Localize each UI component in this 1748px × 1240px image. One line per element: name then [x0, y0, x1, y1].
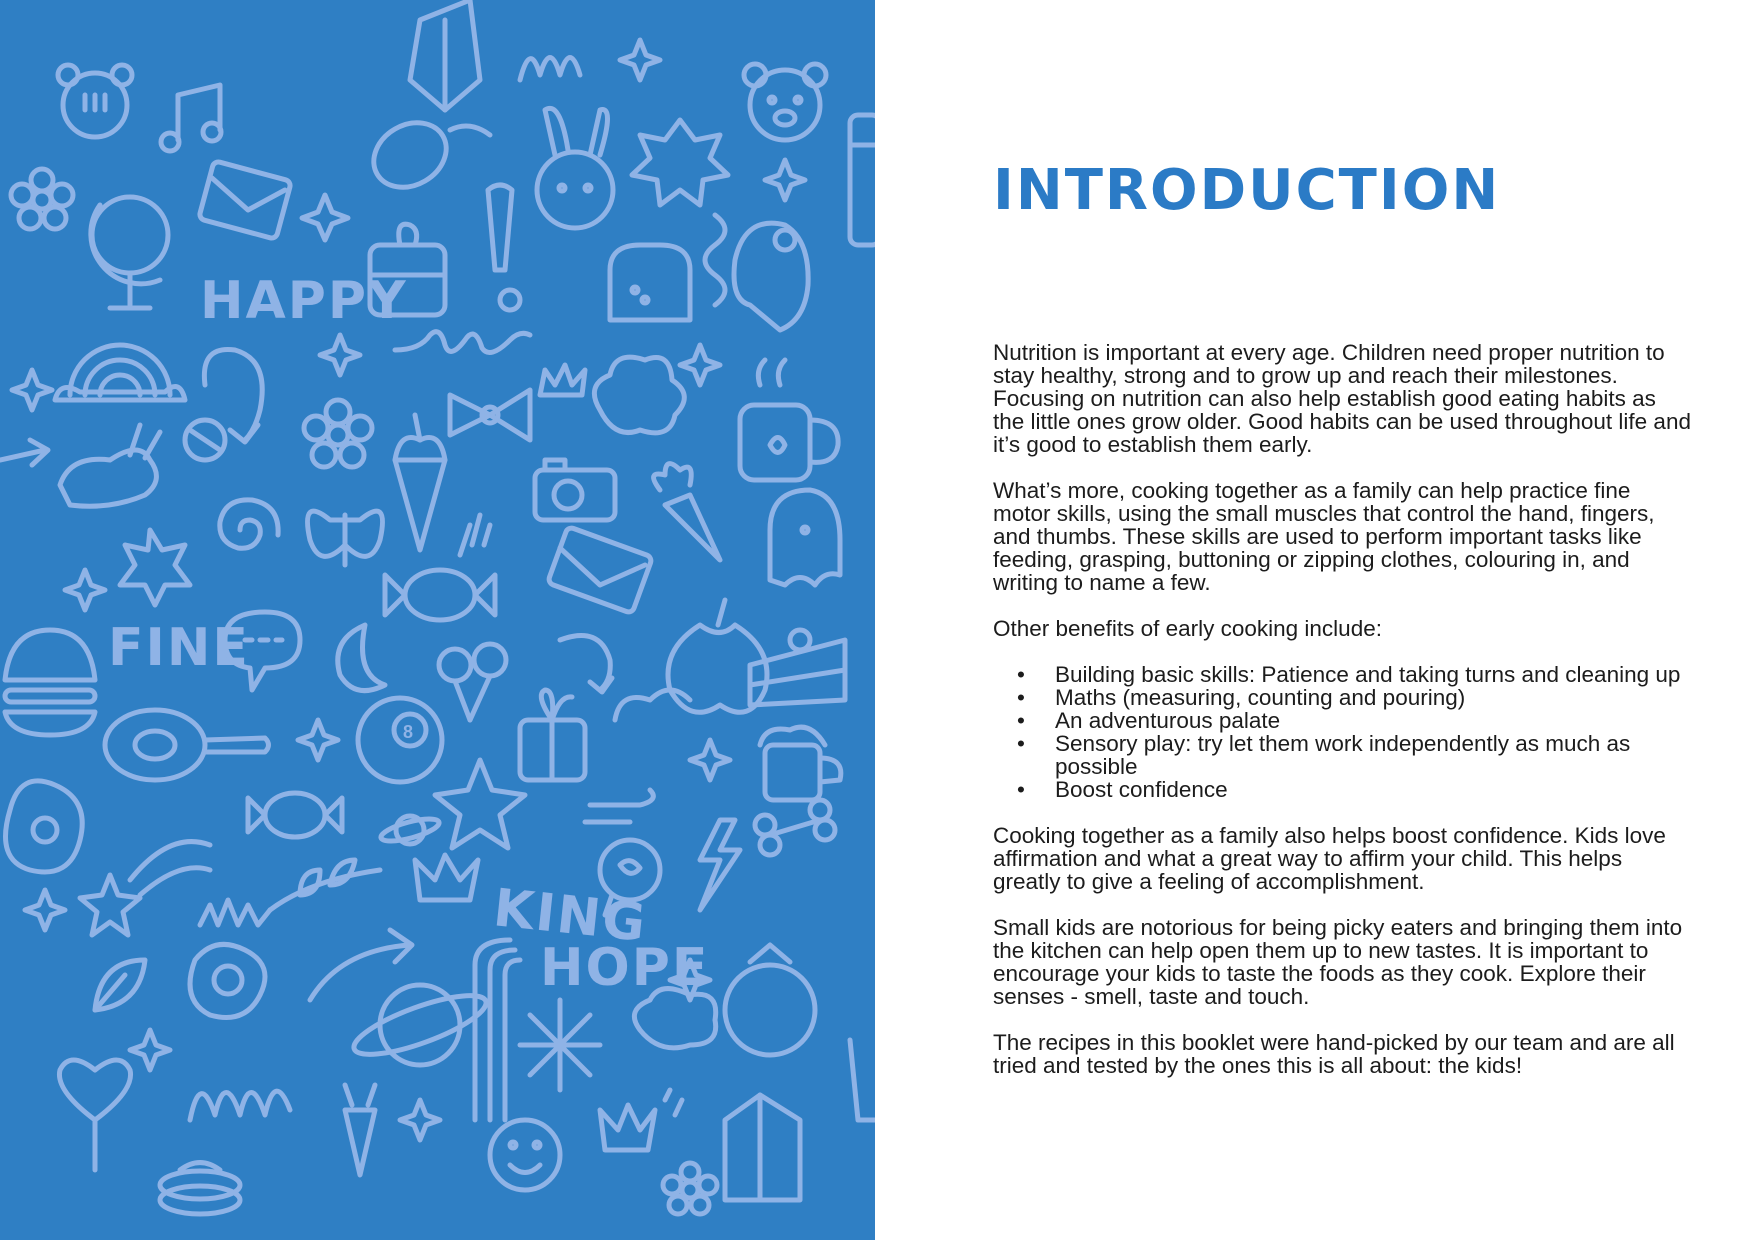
cream-cup-icon: [734, 223, 808, 330]
benefits-list: [993, 663, 1693, 801]
burst-icon: [435, 760, 525, 848]
spiky-star-icon: [632, 120, 728, 205]
bullet-icon: •: [1017, 662, 1025, 687]
bread-icon: [610, 245, 690, 320]
stripes-icon: [475, 940, 520, 1120]
tomato-icon: [725, 945, 815, 1055]
sparkle-icon: [680, 345, 720, 385]
moon-icon: [338, 625, 385, 691]
crown-icon: [540, 365, 585, 395]
house-icon: [725, 1095, 800, 1200]
paragraph: Cooking together as a family also helps boost confidence. Kids love affirmation and what a great way to affirm your child. This helps greatly to give a feeling of accomplishment.: [993, 823, 1666, 894]
cup-icon: [850, 1040, 875, 1120]
ghost-icon: [770, 490, 840, 585]
carrot-icon: [345, 1085, 375, 1175]
fried-egg-icon: [190, 944, 265, 1017]
sparkle-icon: [12, 370, 52, 410]
paragraph: The recipes in this booklet were hand-picked by our team and are all tried and tested by the ones this is all about: the kids!: [993, 1030, 1675, 1078]
envelope-icon: [547, 526, 652, 613]
planet-icon: [379, 815, 441, 846]
doodle-word-happy: HAPPY: [200, 271, 408, 331]
curly-arrow-icon: [204, 349, 262, 442]
ice-cream-icon: [395, 415, 445, 550]
eight-ball-icon: [358, 698, 442, 782]
camera-icon: [535, 460, 615, 520]
bullet-icon: •: [1017, 777, 1025, 802]
bullet-icon: •: [1017, 685, 1025, 710]
pencil-icon: [850, 115, 875, 245]
wind-icon: [585, 690, 690, 822]
bow-icon: [450, 390, 530, 440]
smiley-icon: [490, 1120, 560, 1190]
exclamation-icon: [488, 185, 520, 310]
leaf-icon: [95, 960, 145, 1010]
candy-icon: [385, 570, 495, 620]
crystal-icon: [410, 0, 480, 110]
loop-line-icon: [520, 58, 580, 81]
cloud-icon: [594, 357, 684, 433]
doodle-word-king: KING: [490, 878, 650, 955]
crown-icon: [415, 855, 478, 900]
heart-lollipop-icon: [59, 1060, 130, 1170]
globe-icon: [91, 197, 168, 308]
spiral-icon: [220, 500, 278, 548]
sparkle-icon: [690, 740, 730, 780]
grass-icon: [200, 900, 270, 925]
jumping-bunny-icon: [60, 425, 160, 506]
paragraph: Nutrition is important at every age. Children need proper nutrition to stay healthy, strong and to grow up and reach their milestones. Focusing on nutrition can also help establish good eating habits as the little ones grow older. Good habits can be used throughout life and it’s good to establish them early.: [993, 340, 1691, 457]
sparkle-icon: [320, 335, 360, 375]
bullet-icon: •: [1017, 708, 1025, 733]
balloon-icon: [439, 644, 506, 720]
beer-mug-icon: [760, 727, 841, 800]
loop-line-icon: [395, 332, 530, 353]
shooting-star-icon: [80, 842, 210, 935]
sparkle-icon: [65, 570, 105, 610]
burst-icon: [120, 530, 190, 605]
list-item-text: Maths (measuring, counting and pouring): [1055, 685, 1466, 710]
list-item-text: An adventurous palate: [1055, 708, 1281, 733]
bone-icon: [755, 800, 835, 855]
carrot-icon: [654, 464, 720, 560]
list-item-text: Boost confidence: [1055, 777, 1228, 802]
sparkle-icon: [25, 890, 65, 930]
curly-arrow-icon: [560, 636, 612, 693]
flower-icon: [11, 169, 73, 229]
leaf-icon: [270, 860, 380, 910]
paragraph: Other benefits of early cooking include:: [993, 616, 1382, 641]
flower-icon: [304, 400, 372, 467]
wavy-line-icon: [705, 215, 725, 305]
mug-icon: [740, 360, 838, 480]
arrow-icon: [0, 440, 48, 465]
sparkle-icon: [302, 195, 348, 240]
burger-icon: [5, 630, 95, 735]
sparkle-icon: [130, 1030, 170, 1070]
ball-icon: [185, 420, 225, 460]
candy-icon: [248, 793, 342, 837]
rainbow-icon: [55, 345, 185, 400]
sparkle-icon: [298, 720, 338, 760]
list-item-text: Building basic skills: Patience and taking turns and cleaning up: [1055, 662, 1681, 687]
crown-icon: [600, 1105, 655, 1150]
list-item: [993, 709, 1693, 732]
music-note-icon: [161, 85, 221, 151]
bear-icon: [744, 64, 826, 140]
pancakes-icon: [160, 1163, 240, 1215]
envelope-icon: [199, 161, 292, 240]
introduction-body: [993, 341, 1693, 1100]
sparkle-icon: [765, 160, 805, 200]
gift-icon: [520, 690, 585, 780]
steak-icon: [6, 781, 83, 872]
lemon-icon: [362, 110, 490, 200]
list-item: [993, 732, 1693, 778]
page-title: INTRODUCTION: [993, 158, 1501, 223]
bear-icon: [58, 65, 132, 137]
doodle-word-hope: HOPE: [540, 938, 710, 998]
sparkle-icon: [620, 40, 660, 80]
sparkle-icon: [400, 1100, 440, 1140]
flower-icon: [663, 1163, 717, 1214]
list-item: [993, 663, 1693, 686]
frying-pan-icon: [105, 710, 269, 780]
butterfly-icon: [308, 511, 383, 565]
bunny-icon: [537, 108, 613, 228]
bullet-icon: •: [1017, 731, 1025, 756]
paragraph: What’s more, cooking together as a family can help practice fine motor skills, using the small muscles that control the hand, fingers, and thumbs. These skills are used to perform important tasks like feeding, grasping, buttoning or zipping clothes, colouring in, and writing to name a few.: [993, 478, 1655, 595]
list-item-text: Sensory play: try let them work independently as much as possible: [1055, 731, 1631, 779]
planet-icon: [348, 984, 492, 1066]
list-item: [993, 778, 1693, 801]
doodle-word-fine: FINE: [108, 618, 250, 678]
paragraph: Small kids are notorious for being picky eaters and bringing them into the kitchen can help open them up to new tastes. It is important to encourage your kids to taste the foods as they cook. Explore their senses - smell, taste and touch.: [993, 915, 1683, 1009]
loop-line-icon: [190, 1091, 290, 1120]
list-item: [993, 686, 1693, 709]
lightning-icon: [700, 820, 740, 910]
snowflake-icon: [520, 1000, 600, 1090]
svg-text:8: 8: [403, 722, 414, 742]
